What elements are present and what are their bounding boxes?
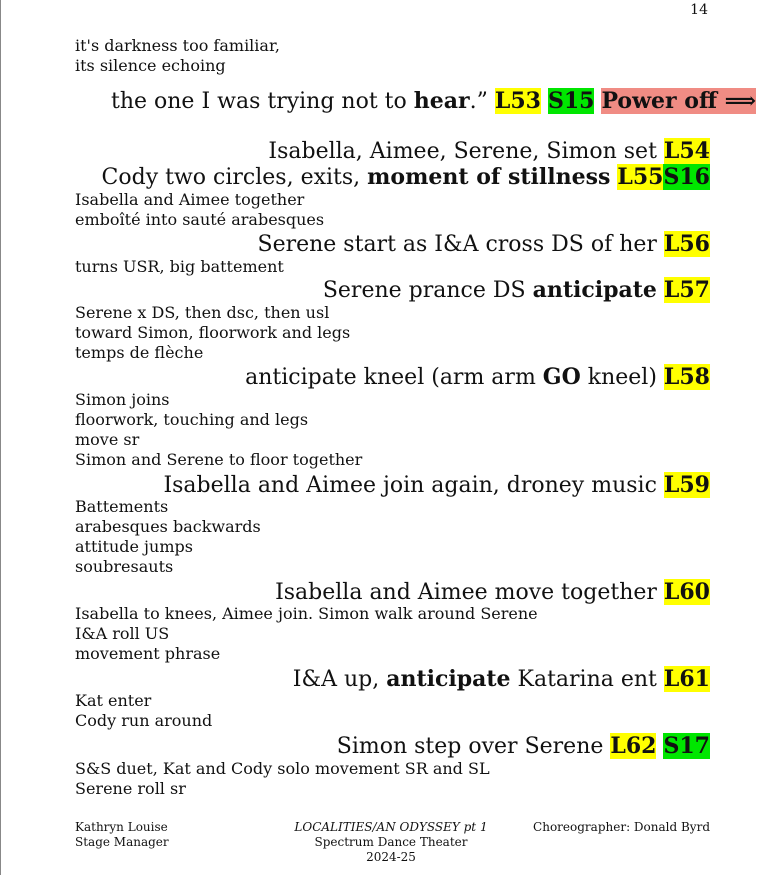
power-off-badge: Power off ⟹ xyxy=(601,88,757,114)
stage-note-block xyxy=(75,691,212,731)
note-line: its silence echoing xyxy=(75,56,226,75)
note-line: Kat enter xyxy=(75,691,152,710)
note-line: Isabella to knees, Aimee join. Simon walk around Serene xyxy=(75,604,538,623)
note-line: Cody run around xyxy=(75,711,213,730)
stage-note-block xyxy=(75,390,362,470)
light-cue-badge: L62 xyxy=(610,733,657,759)
light-cue-badge: L60 xyxy=(663,579,710,605)
sound-cue-badge: S16 xyxy=(663,164,710,190)
note-line: move sr xyxy=(75,430,140,449)
note-line: Simon joins xyxy=(75,390,170,409)
page-number: 14 xyxy=(690,2,708,18)
stage-note-block xyxy=(75,190,324,230)
stage-note-block xyxy=(75,604,538,664)
note-line: movement phrase xyxy=(75,644,221,663)
note-line: attitude jumps xyxy=(75,537,193,556)
cue-line-l55: Cody two circles, exits, moment of stillness L55S16 xyxy=(101,164,710,190)
light-cue-badge: L57 xyxy=(663,277,710,303)
cue-line-l58: anticipate kneel (arm arm GO kneel) L58 xyxy=(245,364,710,390)
note-line: toward Simon, floorwork and legs xyxy=(75,323,351,342)
note-line: Isabella and Aimee together xyxy=(75,190,305,209)
stage-note-block xyxy=(75,303,350,363)
sound-cue-badge: S15 xyxy=(547,88,595,114)
footer-choreographer: Choreographer: Donald Byrd xyxy=(533,820,710,834)
stage-note-block xyxy=(75,36,280,76)
note-line: floorwork, touching and legs xyxy=(75,410,309,429)
note-line: emboîté into sauté arabesques xyxy=(75,210,325,229)
cue-line-l62: Simon step over Serene L62 S17 xyxy=(336,733,710,759)
light-cue-badge: L56 xyxy=(663,231,710,257)
cue-line-l54: Isabella, Aimee, Serene, Simon set L54 xyxy=(268,138,710,164)
note-line: S&S duet, Kat and Cody solo movement SR and SL xyxy=(75,759,490,778)
light-cue-badge: L55 xyxy=(617,164,664,190)
note-line: it's darkness too familiar, xyxy=(75,36,280,55)
note-line: Battements xyxy=(75,497,169,516)
light-cue-badge: L54 xyxy=(663,138,710,164)
stage-note-block xyxy=(75,497,261,577)
light-cue-badge: L61 xyxy=(663,666,710,692)
note-line: temps de flèche xyxy=(75,343,204,362)
light-cue-badge: L59 xyxy=(663,472,710,498)
note-line: Simon and Serene to floor together xyxy=(75,450,363,469)
cue-line-l57: Serene prance DS anticipate L57 xyxy=(322,277,710,303)
sound-cue-badge: S17 xyxy=(663,733,710,759)
note-line: soubresauts xyxy=(75,557,174,576)
cue-line-l59: Isabella and Aimee join again, droney music L59 xyxy=(163,472,710,498)
cue-line-l60: Isabella and Aimee move together L60 xyxy=(275,579,710,605)
stage-note-block xyxy=(75,257,284,277)
cue-line-l56: Serene start as I&A cross DS of her L56 xyxy=(257,231,710,257)
note-line: arabesques backwards xyxy=(75,517,261,536)
note-line: turns USR, big battement xyxy=(75,257,284,276)
light-cue-badge: L53 xyxy=(494,88,541,114)
note-line: I&A roll US xyxy=(75,624,170,643)
cue-line-l53: the one I was trying not to hear.” L53 S15 Power off ⟹ xyxy=(111,88,757,114)
light-cue-badge: L58 xyxy=(663,364,710,390)
stage-note-block xyxy=(75,759,490,799)
footer-stage-manager: Kathryn Louise Stage Manager xyxy=(75,820,169,849)
note-line: Serene x DS, then dsc, then usl xyxy=(75,303,330,322)
footer-production: LOCALITIES/AN ODYSSEY pt 1 Spectrum Dance Theater 2024-25 xyxy=(294,820,488,864)
note-line: Serene roll sr xyxy=(75,779,186,798)
cue-line-l61: I&A up, anticipate Katarina ent L61 xyxy=(292,666,710,692)
